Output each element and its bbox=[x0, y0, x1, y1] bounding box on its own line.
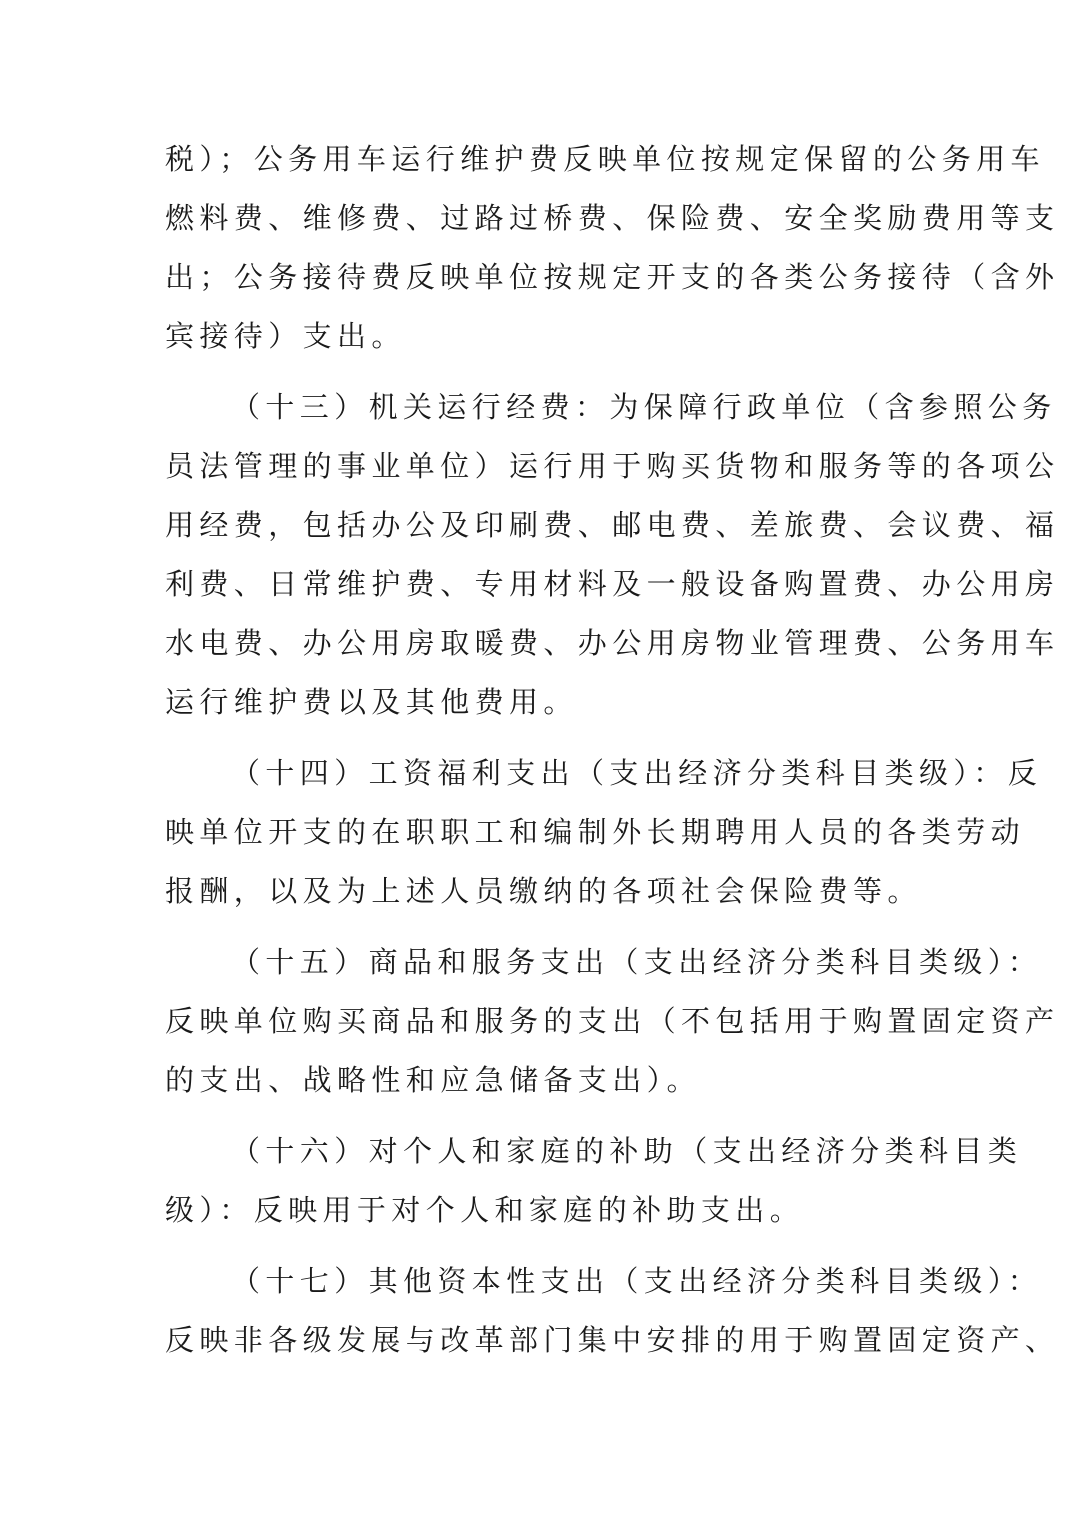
text-line: 的支出、战略性和应急储备支出）。 bbox=[165, 1063, 701, 1097]
paragraph-p6 bbox=[165, 1252, 1060, 1370]
text-line: 报酬，以及为上述人员缴纳的各项社会保险费等。 bbox=[165, 874, 922, 908]
text-line: 税）；公务用车运行维护费反映单位按规定保留的公务用车 bbox=[165, 142, 1045, 176]
text-line: （十七）其他资本性支出（支出经济分类科目类级）： bbox=[231, 1264, 1043, 1298]
text-line: 反映单位购买商品和服务的支出（不包括用于购置固定资产 bbox=[165, 1004, 1060, 1038]
paragraph-p3 bbox=[165, 744, 1043, 921]
text-line: 级）：反映用于对个人和家庭的补助支出。 bbox=[165, 1193, 805, 1227]
text-line: （十六）对个人和家庭的补助（支出经济分类科目类 bbox=[231, 1134, 1023, 1168]
text-line: 运行维护费以及其他费用。 bbox=[165, 685, 578, 719]
paragraph-p2 bbox=[165, 378, 1060, 732]
text-line: （十四）工资福利支出（支出经济分类科目类级）：反 bbox=[231, 756, 1043, 790]
paragraph-p5 bbox=[165, 1122, 1023, 1240]
text-line: 员法管理的事业单位）运行用于购买货物和服务等的各项公 bbox=[165, 449, 1060, 483]
text-line: 用经费，包括办公及印刷费、邮电费、差旅费、会议费、福 bbox=[165, 508, 1060, 542]
text-line: 反映非各级发展与改革部门集中安排的用于购置固定资产、 bbox=[165, 1323, 1060, 1357]
text-line: 利费、日常维护费、专用材料及一般设备购置费、办公用房 bbox=[165, 567, 1060, 601]
text-line: （十五）商品和服务支出（支出经济分类科目类级）： bbox=[231, 945, 1043, 979]
paragraph-p1 bbox=[165, 130, 1060, 366]
text-line: 水电费、办公用房取暖费、办公用房物业管理费、公务用车 bbox=[165, 626, 1060, 660]
text-line: 宾接待）支出。 bbox=[165, 319, 406, 353]
paragraph-p4 bbox=[165, 933, 1060, 1110]
text-line: 映单位开支的在职职工和编制外长期聘用人员的各类劳动 bbox=[165, 815, 1026, 849]
text-line: （十三）机关运行经费：为保障行政单位（含参照公务 bbox=[231, 390, 1057, 424]
text-line: 燃料费、维修费、过路过桥费、保险费、安全奖励费用等支 bbox=[165, 201, 1060, 235]
text-line: 出；公务接待费反映单位按规定开支的各类公务接待（含外 bbox=[165, 260, 1060, 294]
document-body bbox=[165, 130, 1060, 1382]
